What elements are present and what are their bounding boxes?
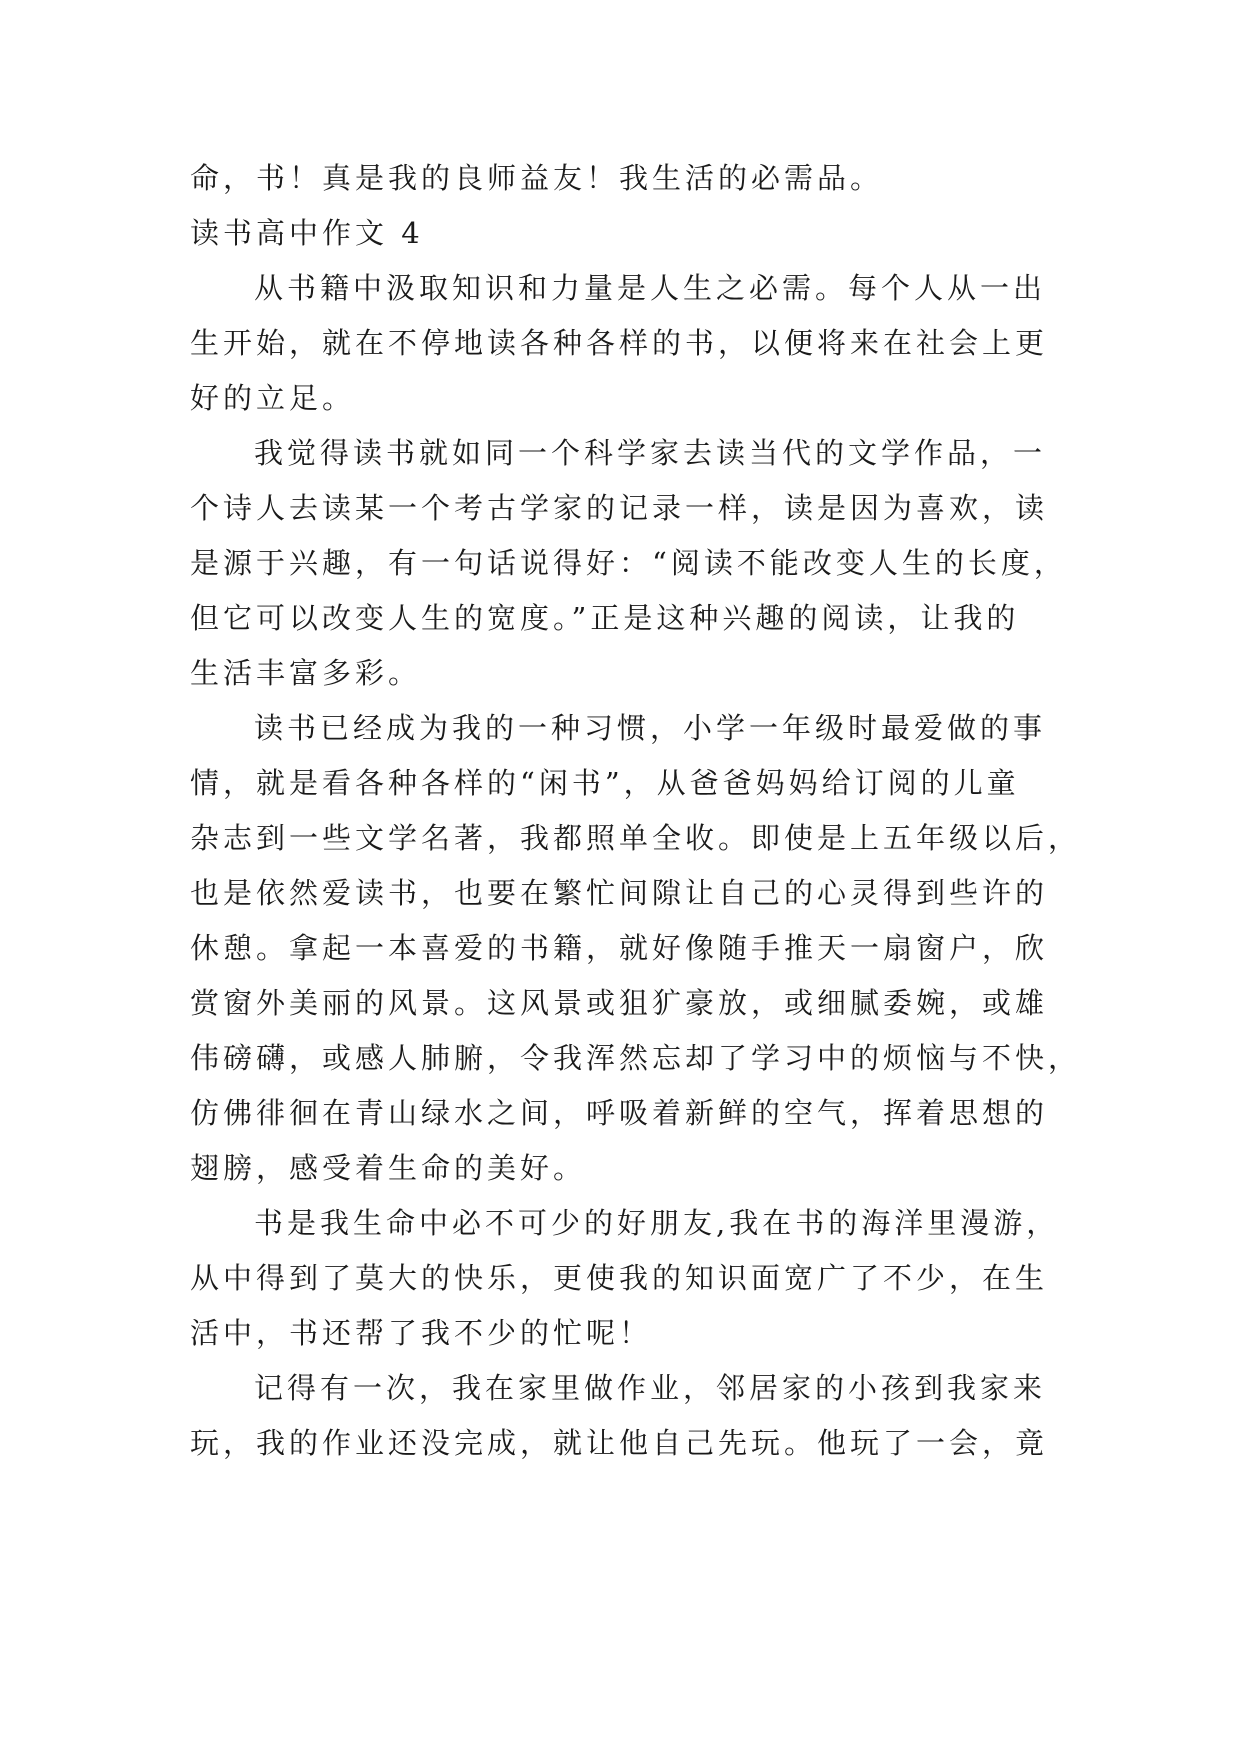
text-line: 但它可以改变人生的宽度。”正是这种兴趣的阅读，让我的 (190, 601, 1020, 635)
text-line: 生活丰富多彩。 (190, 656, 422, 690)
text-line: 是源于兴趣，有一句话说得好：“阅读不能改变人生的长度， (190, 546, 1067, 580)
text-line: 翅膀，感受着生命的美好。 (190, 1151, 587, 1185)
text-line: 情，就是看各种各样的“闲书”，从爸爸妈妈给订阅的儿童 (190, 766, 1020, 800)
text-line: 好的立足。 (190, 381, 356, 415)
text-line: 赏窗外美丽的风景。这风景或狙犷豪放，或细腻委婉，或雄 (190, 986, 1049, 1020)
text-line: 命，书！真是我的良师益友！我生活的必需品。 (190, 161, 884, 195)
text-line: 杂志到一些文学名著，我都照单全收。即使是上五年级以后， (190, 821, 1082, 855)
text-line: 读书已经成为我的一种习惯，小学一年级时最爱做的事 (254, 711, 1047, 745)
text-line: 玩，我的作业还没完成，就让他自己先玩。他玩了一会，竟 (190, 1426, 1049, 1460)
text-line: 记得有一次，我在家里做作业，邻居家的小孩到我家来 (254, 1371, 1047, 1405)
text-line: 活中，书还帮了我不少的忙呢！ (190, 1316, 653, 1350)
section-heading: 读书高中作文 4 (190, 216, 424, 250)
text-line: 也是依然爱读书，也要在繁忙间隙让自己的心灵得到些许的 (190, 876, 1049, 910)
text-line: 个诗人去读某一个考古学家的记录一样，读是因为喜欢，读 (190, 491, 1049, 525)
text-line: 休憩。拿起一本喜爱的书籍，就好像随手推天一扇窗户，欣 (190, 931, 1049, 965)
text-line: 生开始，就在不停地读各种各样的书，以便将来在社会上更 (190, 326, 1049, 360)
text-line: 书是我生命中必不可少的好朋友,我在书的海洋里漫游， (254, 1206, 1060, 1240)
text-line: 仿佛徘徊在青山绿水之间，呼吸着新鲜的空气，挥着思想的 (190, 1096, 1049, 1130)
text-line: 我觉得读书就如同一个科学家去读当代的文学作品，一 (254, 436, 1047, 470)
text-line: 伟磅礴，或感人肺腑，令我浑然忘却了学习中的烦恼与不快， (190, 1041, 1082, 1075)
text-line: 从书籍中汲取知识和力量是人生之必需。每个人从一出 (254, 271, 1047, 305)
text-line: 从中得到了莫大的快乐，更使我的知识面宽广了不少，在生 (190, 1261, 1049, 1295)
